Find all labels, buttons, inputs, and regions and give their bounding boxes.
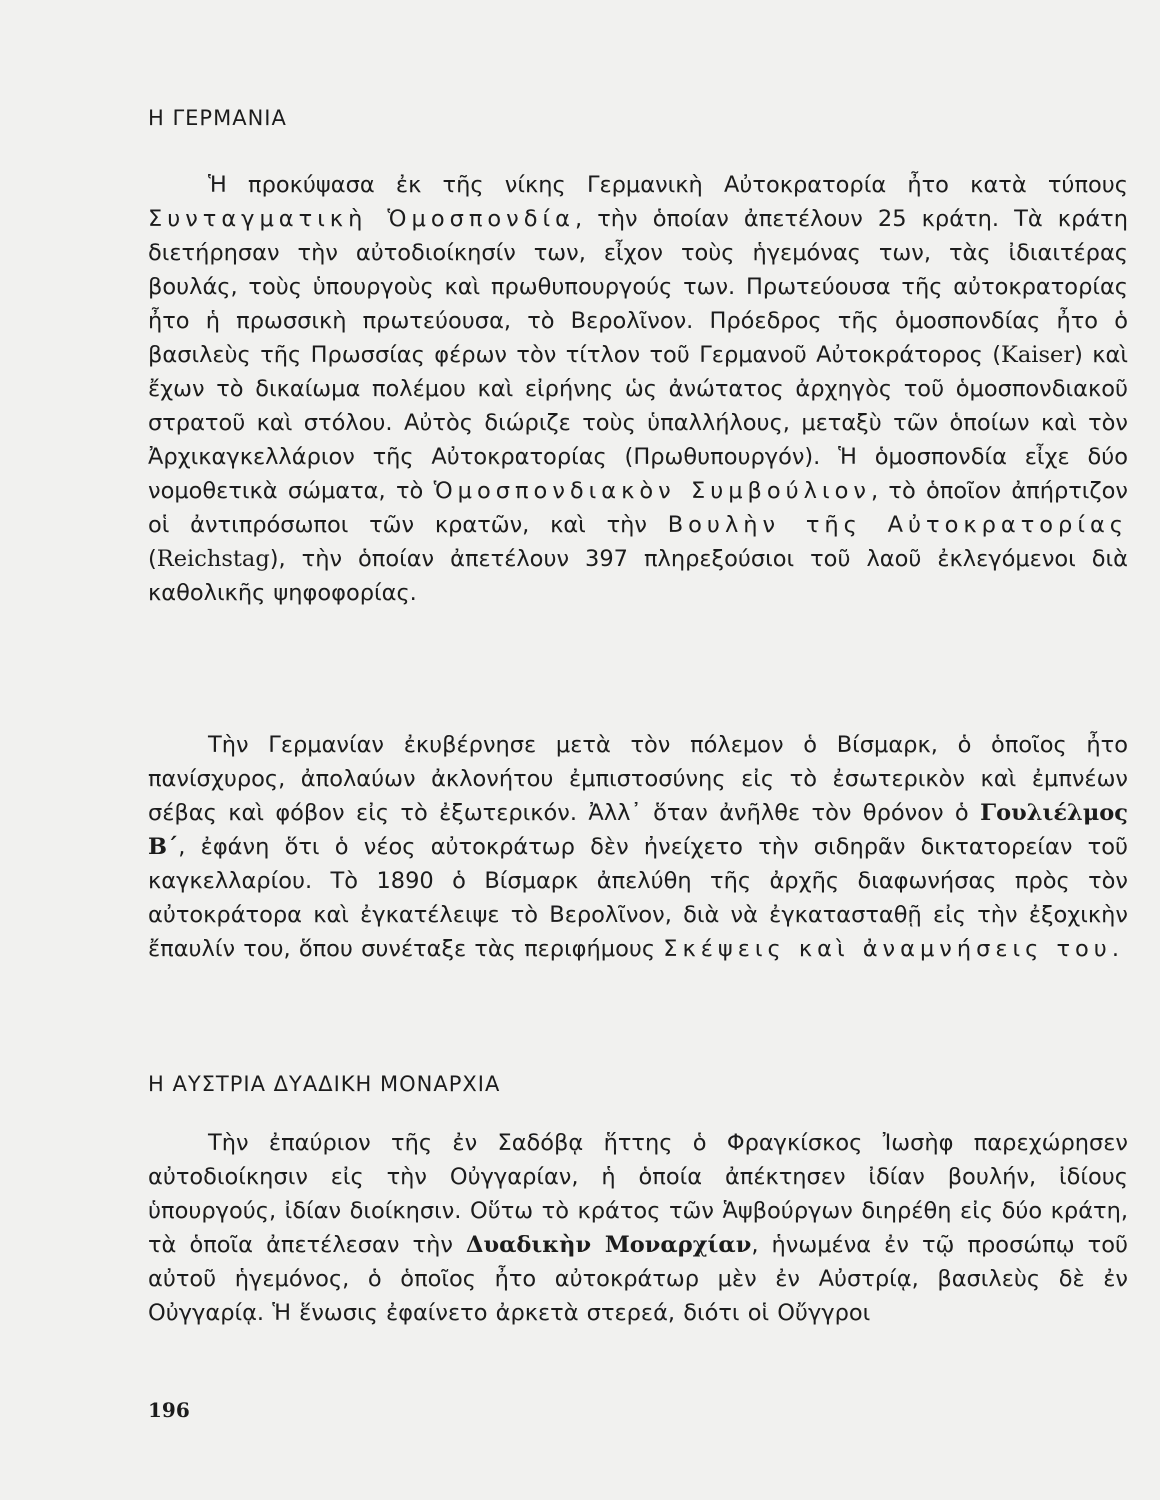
spaced-term-memoirs: Σκέψεις καὶ ἀναμνήσεις του	[663, 936, 1112, 962]
text-run: Τὴν ἐπαύριον τῆς ἐν Σαδόβᾳ ἥττης ὁ Φραγκίσκος Ἰωσὴφ παρεχώρησεν αὐτοδιοίκησιν εἰς τὴν Οὐγγαρίαν, ἡ ὁποία ἀπέκτησεν ἰδίαν βουλήν, ἰδίους ὑπουργούς, ἰδίαν διοίκησιν. Οὕτω τὸ κράτος τῶν Ἁψβούργων διηρέθη εἰς δύο κράτη, τὰ ὁποῖα ἀπετέλεσαν τὴν	[148, 1130, 1128, 1258]
page-number: 196	[148, 1398, 190, 1422]
text-run: , τὸ ὁποῖον ἀπήρτιζον οἱ ἀντιπρόσωποι τῶν κρατῶν, καὶ τὴν	[148, 478, 1128, 538]
spaced-term-federal-council: Ὁμοσπονδιακὸν Συμβούλιον	[433, 478, 871, 504]
text-run: , τὴν ὁποίαν ἀπετέλουν 25 κράτη. Τὰ κράτη διετήρησαν τὴν αὐτοδιοίκησίν των, εἶχον τοὺς ἡγεμόνας των, τὰς ἰδιαιτέρας βουλάς, τοὺς ὑπουργοὺς καὶ πρωθυπουργούς των. Πρωτεύουσα τῆς αὐτοκρατορίας ἦτο ἡ πρωσσικὴ πρωτεύουσα, τὸ Βερολῖνον. Πρόεδρος τῆς ὁμοσπονδίας ἦτο ὁ βασιλεὺς τῆς Πρωσσίας φέρων τὸν τίτλον τοῦ Γερμανοῦ Αὐτοκράτορος (	[148, 206, 1128, 368]
text-run: ), τὴν ὁποίαν ἀπετέλουν 397 πληρεξούσιοι τοῦ λαοῦ ἐκλεγόμενοι διὰ καθολικῆς ψηφοφορίας.	[148, 546, 1128, 606]
text-run: , ἐφάνη ὅτι ὁ νέος αὐτοκράτωρ δὲν ἠνείχετο τὴν σιδηρᾶν δικτατορείαν τοῦ καγκελλαρίου. Τὸ 1890 ὁ Βίσμαρκ ἀπελύθη τῆς ἀρχῆς διαφωνήσας πρὸς τὸν αὐτοκράτορα καὶ ἐγκατέλειψε τὸ Βερολῖνον, διὰ νὰ ἐγκατασταθῇ εἰς τὴν ἐξοχικὴν ἔπαυλίν του, ὅπου συνέταξε τὰς περιφήμους	[148, 834, 1128, 962]
spaced-term-federation: Συνταγματικὴ Ὁμοσπονδία	[148, 206, 575, 232]
section-heading-austria: Η ΑΥΣΤΡΙΑ ΔΥΑΔΙΚΗ ΜΟΝΑΡΧΙΑ	[148, 1072, 501, 1096]
section-heading-germany: Η ΓΕΡΜΑΝΙΑ	[148, 106, 287, 130]
text-run: Ἡ προκύψασα ἐκ τῆς νίκης Γερμανικὴ Αὐτοκρατορία ἦτο κατὰ τύπους	[208, 172, 1128, 198]
text-run: ) καὶ ἔχων τὸ δικαίωμα πολέμου καὶ εἰρήνης ὡς ἀνώτατος ἀρχηγὸς τοῦ ὁμοσπονδιακοῦ στρατοῦ καὶ στόλου. Αὐτὸς διώριζε τοὺς ὑπαλλήλους, μεταξὺ τῶν ὁποίων καὶ τὸν Ἀρχικαγκελλάριον τῆς Αὐτοκρατορίας (Πρωθυπουργόν). Ἡ ὁμοσπονδία εἶχε δύο νομοθετικὰ σώματα, τὸ	[148, 342, 1129, 504]
latin-term-kaiser: Kaiser	[1001, 342, 1075, 368]
bold-term-wilhelm: Γουλιέλμος Β΄	[148, 800, 1128, 860]
bold-term-dual-monarchy: Δυαδικὴν Μοναρχίαν	[466, 1232, 752, 1258]
text-run: (	[148, 546, 157, 572]
paragraph-austria-1	[148, 1126, 1128, 1330]
latin-term-reichstag: Reichstag	[156, 546, 270, 572]
paragraph-germany-1	[148, 168, 1128, 610]
text-run: , ἡνωμένα ἐν τῷ προσώπῳ τοῦ αὐτοῦ ἡγεμόνος, ὁ ὁποῖος ἦτο αὐτοκράτωρ μὲν ἐν Αὐστρίᾳ, βασιλεὺς δὲ ἐν Οὐγγαρίᾳ. Ἡ ἕνωσις ἐφαίνετο ἀρκετὰ στερεά, διότι οἱ Οὔγγροι	[148, 1232, 1128, 1326]
paragraph-germany-2	[148, 728, 1128, 966]
text-run: .	[1111, 936, 1119, 962]
text-run: Τὴν Γερμανίαν ἐκυβέρνησε μετὰ τὸν πόλεμον ὁ Βίσμαρκ, ὁ ὁποῖος ἦτο πανίσχυρος, ἀπολαύων ἀκλονήτου ἐμπιστοσύνης εἰς τὸ ἐσωτερικὸν καὶ ἐμπνέων σέβας καὶ φόβον εἰς τὸ ἐξωτερικόν. Ἀλλ᾽ ὅταν ἀνῆλθε τὸν θρόνον ὁ	[148, 732, 1128, 826]
spaced-term-imperial-parliament: Βουλὴν τῆς Αὐτοκρατορίας	[667, 512, 1128, 538]
